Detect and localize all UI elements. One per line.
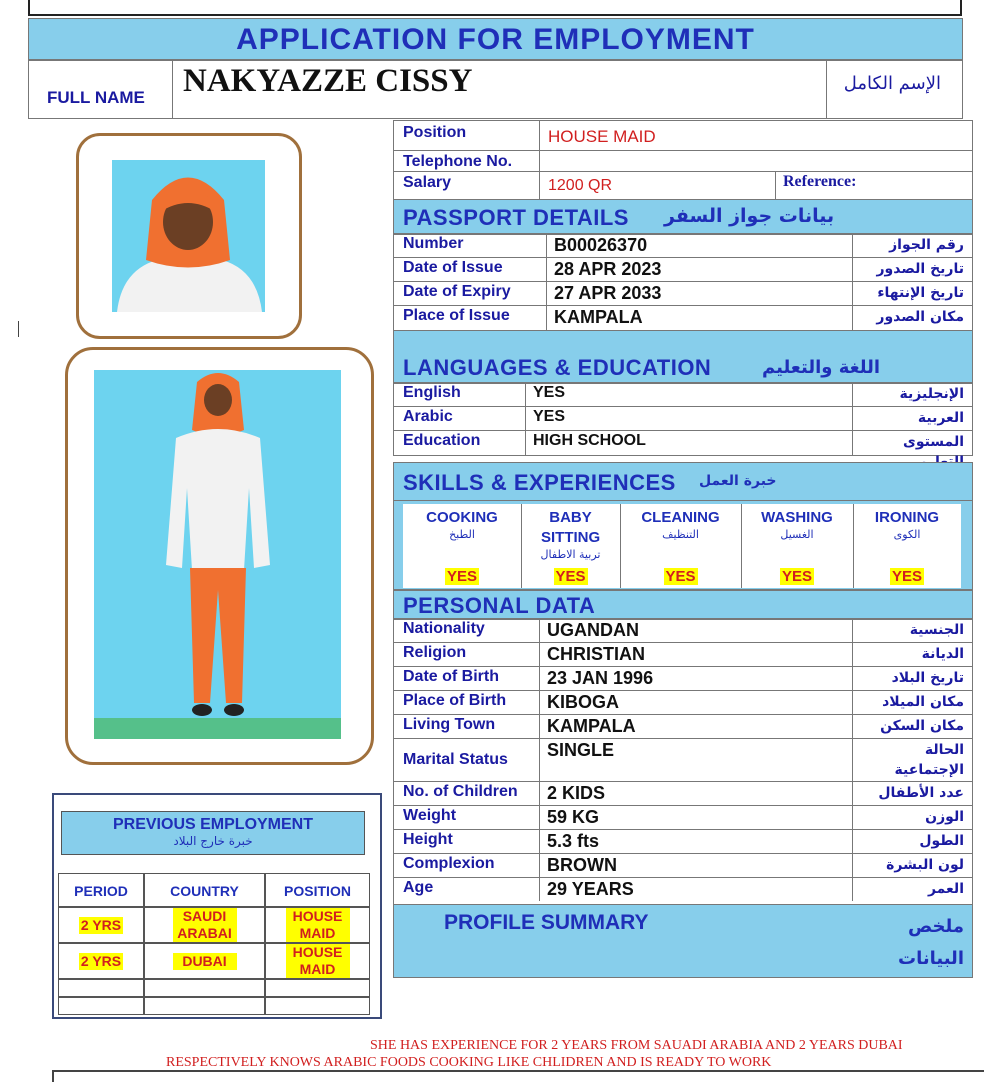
- personal-row: [394, 805, 972, 830]
- row-label: Date of Birth: [403, 668, 499, 685]
- skill-name: IRONING: [874, 509, 940, 526]
- prev-employment-title-line: [62, 816, 364, 834]
- divider: [539, 619, 540, 643]
- divider: [852, 782, 853, 806]
- prev-employment-heading-bar: [61, 811, 365, 855]
- divider: [852, 739, 853, 782]
- personal-table: [393, 618, 973, 905]
- personal-row: [394, 877, 972, 901]
- divider: [539, 739, 540, 782]
- divider: [546, 282, 547, 306]
- divider: [775, 171, 776, 199]
- skill-value: YES: [555, 568, 586, 585]
- divider: [394, 150, 972, 151]
- row-value: 59 KG: [547, 807, 600, 827]
- passport-row: [394, 233, 972, 258]
- divider: [546, 234, 547, 258]
- row-label-ar: الجنسية: [909, 622, 964, 638]
- text-cursor-mark: [18, 321, 19, 337]
- row-label-ar: الوزن: [925, 809, 964, 825]
- row-label-ar: لون البشرة: [886, 857, 964, 873]
- divider: [852, 715, 853, 739]
- skill-name: WASHING: [761, 509, 833, 526]
- previous-employment-box: [52, 793, 382, 1019]
- row-value: UGANDAN: [547, 620, 639, 640]
- prev-employment-col-header: COUNTRY: [144, 873, 265, 907]
- row-label: Arabic: [403, 408, 453, 425]
- row-value: 27 APR 2033: [554, 283, 662, 303]
- prev-employment-heading-ar: خبرة خارج البلاد: [173, 834, 253, 848]
- languages-heading-ar: اللغة والتعليم: [762, 357, 881, 378]
- divider: [539, 854, 540, 878]
- row-label: Weight: [403, 807, 457, 824]
- skill-name-ar: تربية الاطفال: [540, 548, 601, 561]
- skills-heading-ar: خبرة العمل: [699, 473, 777, 489]
- divider: [539, 830, 540, 854]
- divider: [539, 691, 540, 715]
- skill-name-ar: الطبخ: [449, 528, 475, 541]
- skill-name: BABY SITTING: [541, 509, 601, 546]
- prev-employment-cell: [144, 943, 265, 979]
- skills-cells: [403, 504, 961, 588]
- languages-row: [394, 430, 972, 456]
- divider: [525, 431, 526, 456]
- skills-grid: [393, 500, 973, 590]
- divider: [852, 407, 853, 431]
- row-value: KAMPALA: [547, 716, 636, 736]
- row-label: English: [403, 384, 461, 401]
- row-label: Age: [403, 879, 434, 896]
- top-border-strip: [28, 0, 962, 16]
- skill-cell: [403, 504, 522, 588]
- row-value: 28 APR 2023: [554, 259, 662, 279]
- divider: [394, 171, 972, 172]
- skill-name-ar: التنظيف: [662, 528, 699, 541]
- full-name-value: NAKYAZZE CISSY: [183, 63, 473, 99]
- prev-employment-empty-cell: [265, 997, 370, 1015]
- row-value: YES: [533, 408, 566, 425]
- prev-employment-cell: [265, 943, 370, 979]
- row-label: Religion: [403, 644, 467, 661]
- skill-value: YES: [781, 568, 813, 585]
- row-value: B00026370: [554, 235, 648, 255]
- divider: [539, 782, 540, 806]
- divider: [852, 854, 853, 878]
- prev-employment-empty-cell: [265, 979, 370, 997]
- prev-employment-col-header: PERIOD: [58, 873, 144, 907]
- skill-name-ar: الكوى: [893, 528, 921, 541]
- passport-row: [394, 281, 972, 306]
- divider: [852, 691, 853, 715]
- divider: [826, 61, 827, 118]
- full-name-label-ar: الإسم الكامل: [843, 73, 941, 94]
- prev-employment-empty-cell: [58, 997, 144, 1015]
- prev-employment-cell: [58, 943, 144, 979]
- headshot-frame: [76, 133, 302, 339]
- row-value: KAMPALA: [554, 307, 643, 327]
- row-label: Living Town: [403, 716, 496, 733]
- skill-name: CLEANING: [641, 509, 720, 526]
- row-label-ar: العمر: [927, 881, 964, 897]
- prev-employment-empty-cell: [144, 997, 265, 1015]
- languages-table: [393, 382, 973, 456]
- row-label-ar: المستوى: [902, 434, 964, 450]
- row-label: Height: [403, 831, 453, 848]
- personal-row: [394, 714, 972, 739]
- profile-heading: PROFILE SUMMARY: [444, 911, 649, 934]
- row-value: SINGLE: [547, 740, 615, 760]
- row-value: 23 JAN 1996: [547, 668, 654, 688]
- prev-employment-table: [58, 873, 370, 1015]
- position-block: [393, 120, 973, 200]
- position-label: Position: [403, 124, 467, 141]
- skill-cell: [853, 504, 961, 588]
- row-label-ar: الحالة الإجتماعية: [894, 742, 964, 778]
- personal-row: [394, 666, 972, 691]
- personal-row: [394, 829, 972, 854]
- personal-heading-bar: [393, 590, 973, 620]
- row-value: 29 YEARS: [547, 879, 634, 899]
- divider: [852, 643, 853, 667]
- personal-row: [394, 781, 972, 806]
- skill-name-ar: الغسيل: [780, 528, 814, 541]
- fullbody-photo: [94, 370, 341, 739]
- row-value: KIBOGA: [547, 692, 619, 712]
- row-label: No. of Children: [403, 783, 518, 800]
- divider: [852, 667, 853, 691]
- divider: [852, 806, 853, 830]
- row-label: Place of Birth: [403, 692, 507, 709]
- prev-employment-cell: [265, 907, 370, 943]
- divider: [852, 306, 853, 331]
- row-label-ar: الطول: [919, 833, 964, 849]
- divider: [546, 258, 547, 282]
- prev-employment-country: DUBAI: [173, 953, 237, 970]
- languages-row: [394, 382, 972, 407]
- skill-value: YES: [665, 568, 696, 585]
- prev-employment-position: HOUSE MAID: [286, 944, 350, 978]
- row-label-ar: مكان الميلاد: [882, 694, 964, 710]
- row-label: Date of Issue: [403, 259, 503, 276]
- personal-row: [394, 642, 972, 667]
- profile-summary-line1: SHE HAS EXPERIENCE FOR 2 YEARS FROM SAUADI ARABIA AND 2 YEARS DUBAI: [370, 1038, 903, 1053]
- person-fullbody-icon: [94, 370, 341, 739]
- row-label-ar: مكان الصدور: [876, 309, 964, 325]
- skill-value: YES: [446, 568, 478, 585]
- divider: [539, 643, 540, 667]
- divider: [852, 878, 853, 901]
- divider: [539, 715, 540, 739]
- row-label-ar: الإنجليزية: [899, 386, 964, 402]
- salary-value: 1200 QR: [548, 177, 613, 194]
- row-label-ar: العربية: [917, 410, 964, 426]
- languages-heading-bar: [393, 330, 973, 384]
- prev-employment-col-header: POSITION: [265, 873, 370, 907]
- divider: [852, 282, 853, 306]
- row-value: 2 KIDS: [547, 783, 606, 803]
- divider: [852, 830, 853, 854]
- skills-heading: SKILLS & EXPERIENCES: [403, 470, 676, 495]
- person-headshot-icon: [112, 160, 265, 312]
- divider: [525, 407, 526, 431]
- position-value: HOUSE MAID: [548, 127, 656, 146]
- reference-label: Reference:: [783, 173, 857, 190]
- row-label-ar: الديانة: [921, 646, 964, 662]
- divider: [852, 383, 853, 407]
- skill-cell: [521, 504, 621, 588]
- row-label: Place of Issue: [403, 307, 510, 324]
- personal-heading: PERSONAL DATA: [403, 593, 596, 618]
- profile-heading-ar: ملخص البيانات: [898, 916, 964, 969]
- passport-row: [394, 305, 972, 331]
- passport-row: [394, 257, 972, 282]
- row-label-ar: عدد الأطفال: [878, 785, 964, 801]
- row-label-ar: تاريخ الإنتهاء: [877, 285, 964, 301]
- personal-row: [394, 690, 972, 715]
- title-bar: [28, 18, 963, 60]
- fullbody-frame: [65, 347, 374, 765]
- prev-employment-country: SAUDI ARABAI: [173, 908, 237, 942]
- passport-heading: PASSPORT DETAILS: [403, 205, 629, 230]
- row-label-ar: تاريخ البلاد: [891, 670, 964, 686]
- divider: [172, 61, 173, 118]
- prev-employment-empty-cell: [58, 979, 144, 997]
- profile-summary-line2: RESPECTIVELY KNOWS ARABIC FOODS COOKING LIKE CHLIDREN AND IS READY TO WORK: [166, 1055, 772, 1070]
- prev-employment-period: 2 YRS: [80, 916, 122, 933]
- row-label: Marital Status: [403, 751, 508, 768]
- telephone-label: Telephone No.: [403, 153, 513, 170]
- skill-cell: [741, 504, 854, 588]
- headshot-photo: [112, 160, 265, 312]
- row-label-ar: رقم الجواز: [889, 237, 964, 253]
- full-name-label: FULL NAME: [47, 88, 145, 107]
- divider: [525, 383, 526, 407]
- row-value: CHRISTIAN: [547, 644, 645, 664]
- personal-row: [394, 618, 972, 643]
- row-label-ar: تاريخ الصدور: [876, 261, 964, 277]
- prev-employment-empty-cell: [144, 979, 265, 997]
- divider: [852, 619, 853, 643]
- row-label-ar: مكان السكن: [880, 718, 964, 734]
- prev-employment-position: HOUSE MAID: [286, 908, 350, 942]
- skill-cell: [620, 504, 742, 588]
- page-title: APPLICATION FOR EMPLOYMENT: [236, 23, 755, 56]
- divider: [539, 121, 540, 199]
- row-value: 5.3 fts: [547, 831, 600, 851]
- bottom-border-line: [52, 1070, 984, 1082]
- row-value: HIGH SCHOOL: [533, 432, 646, 449]
- row-label: Nationality: [403, 620, 485, 637]
- row-label: Number: [403, 235, 464, 252]
- skill-name: COOKING: [426, 509, 498, 526]
- divider: [539, 806, 540, 830]
- languages-row: [394, 406, 972, 431]
- prev-employment-cell: [58, 907, 144, 943]
- personal-row: [394, 738, 972, 782]
- skill-value: YES: [891, 568, 923, 585]
- row-label: Education: [403, 432, 481, 449]
- divider: [852, 258, 853, 282]
- profile-summary-box: [393, 904, 973, 978]
- divider: [852, 431, 853, 456]
- row-value: BROWN: [547, 855, 617, 875]
- divider: [546, 306, 547, 331]
- divider: [539, 667, 540, 691]
- divider: [852, 234, 853, 258]
- personal-row: [394, 853, 972, 878]
- skills-heading-bar: [393, 462, 973, 502]
- prev-employment-heading: PREVIOUS EMPLOYMENT: [112, 816, 314, 833]
- prev-employment-cell: [144, 907, 265, 943]
- salary-label: Salary: [403, 174, 452, 191]
- divider: [539, 878, 540, 901]
- full-name-row: [28, 60, 963, 119]
- passport-heading-bar: [393, 199, 973, 235]
- prev-employment-period: 2 YRS: [80, 952, 122, 969]
- row-label: Date of Expiry: [403, 283, 511, 300]
- passport-table: [393, 233, 973, 331]
- passport-heading-ar: بيانات جواز السفر: [664, 205, 835, 227]
- row-value: YES: [533, 384, 566, 401]
- languages-heading: LANGUAGES & EDUCATION: [403, 355, 712, 380]
- row-label: Complexion: [403, 855, 495, 872]
